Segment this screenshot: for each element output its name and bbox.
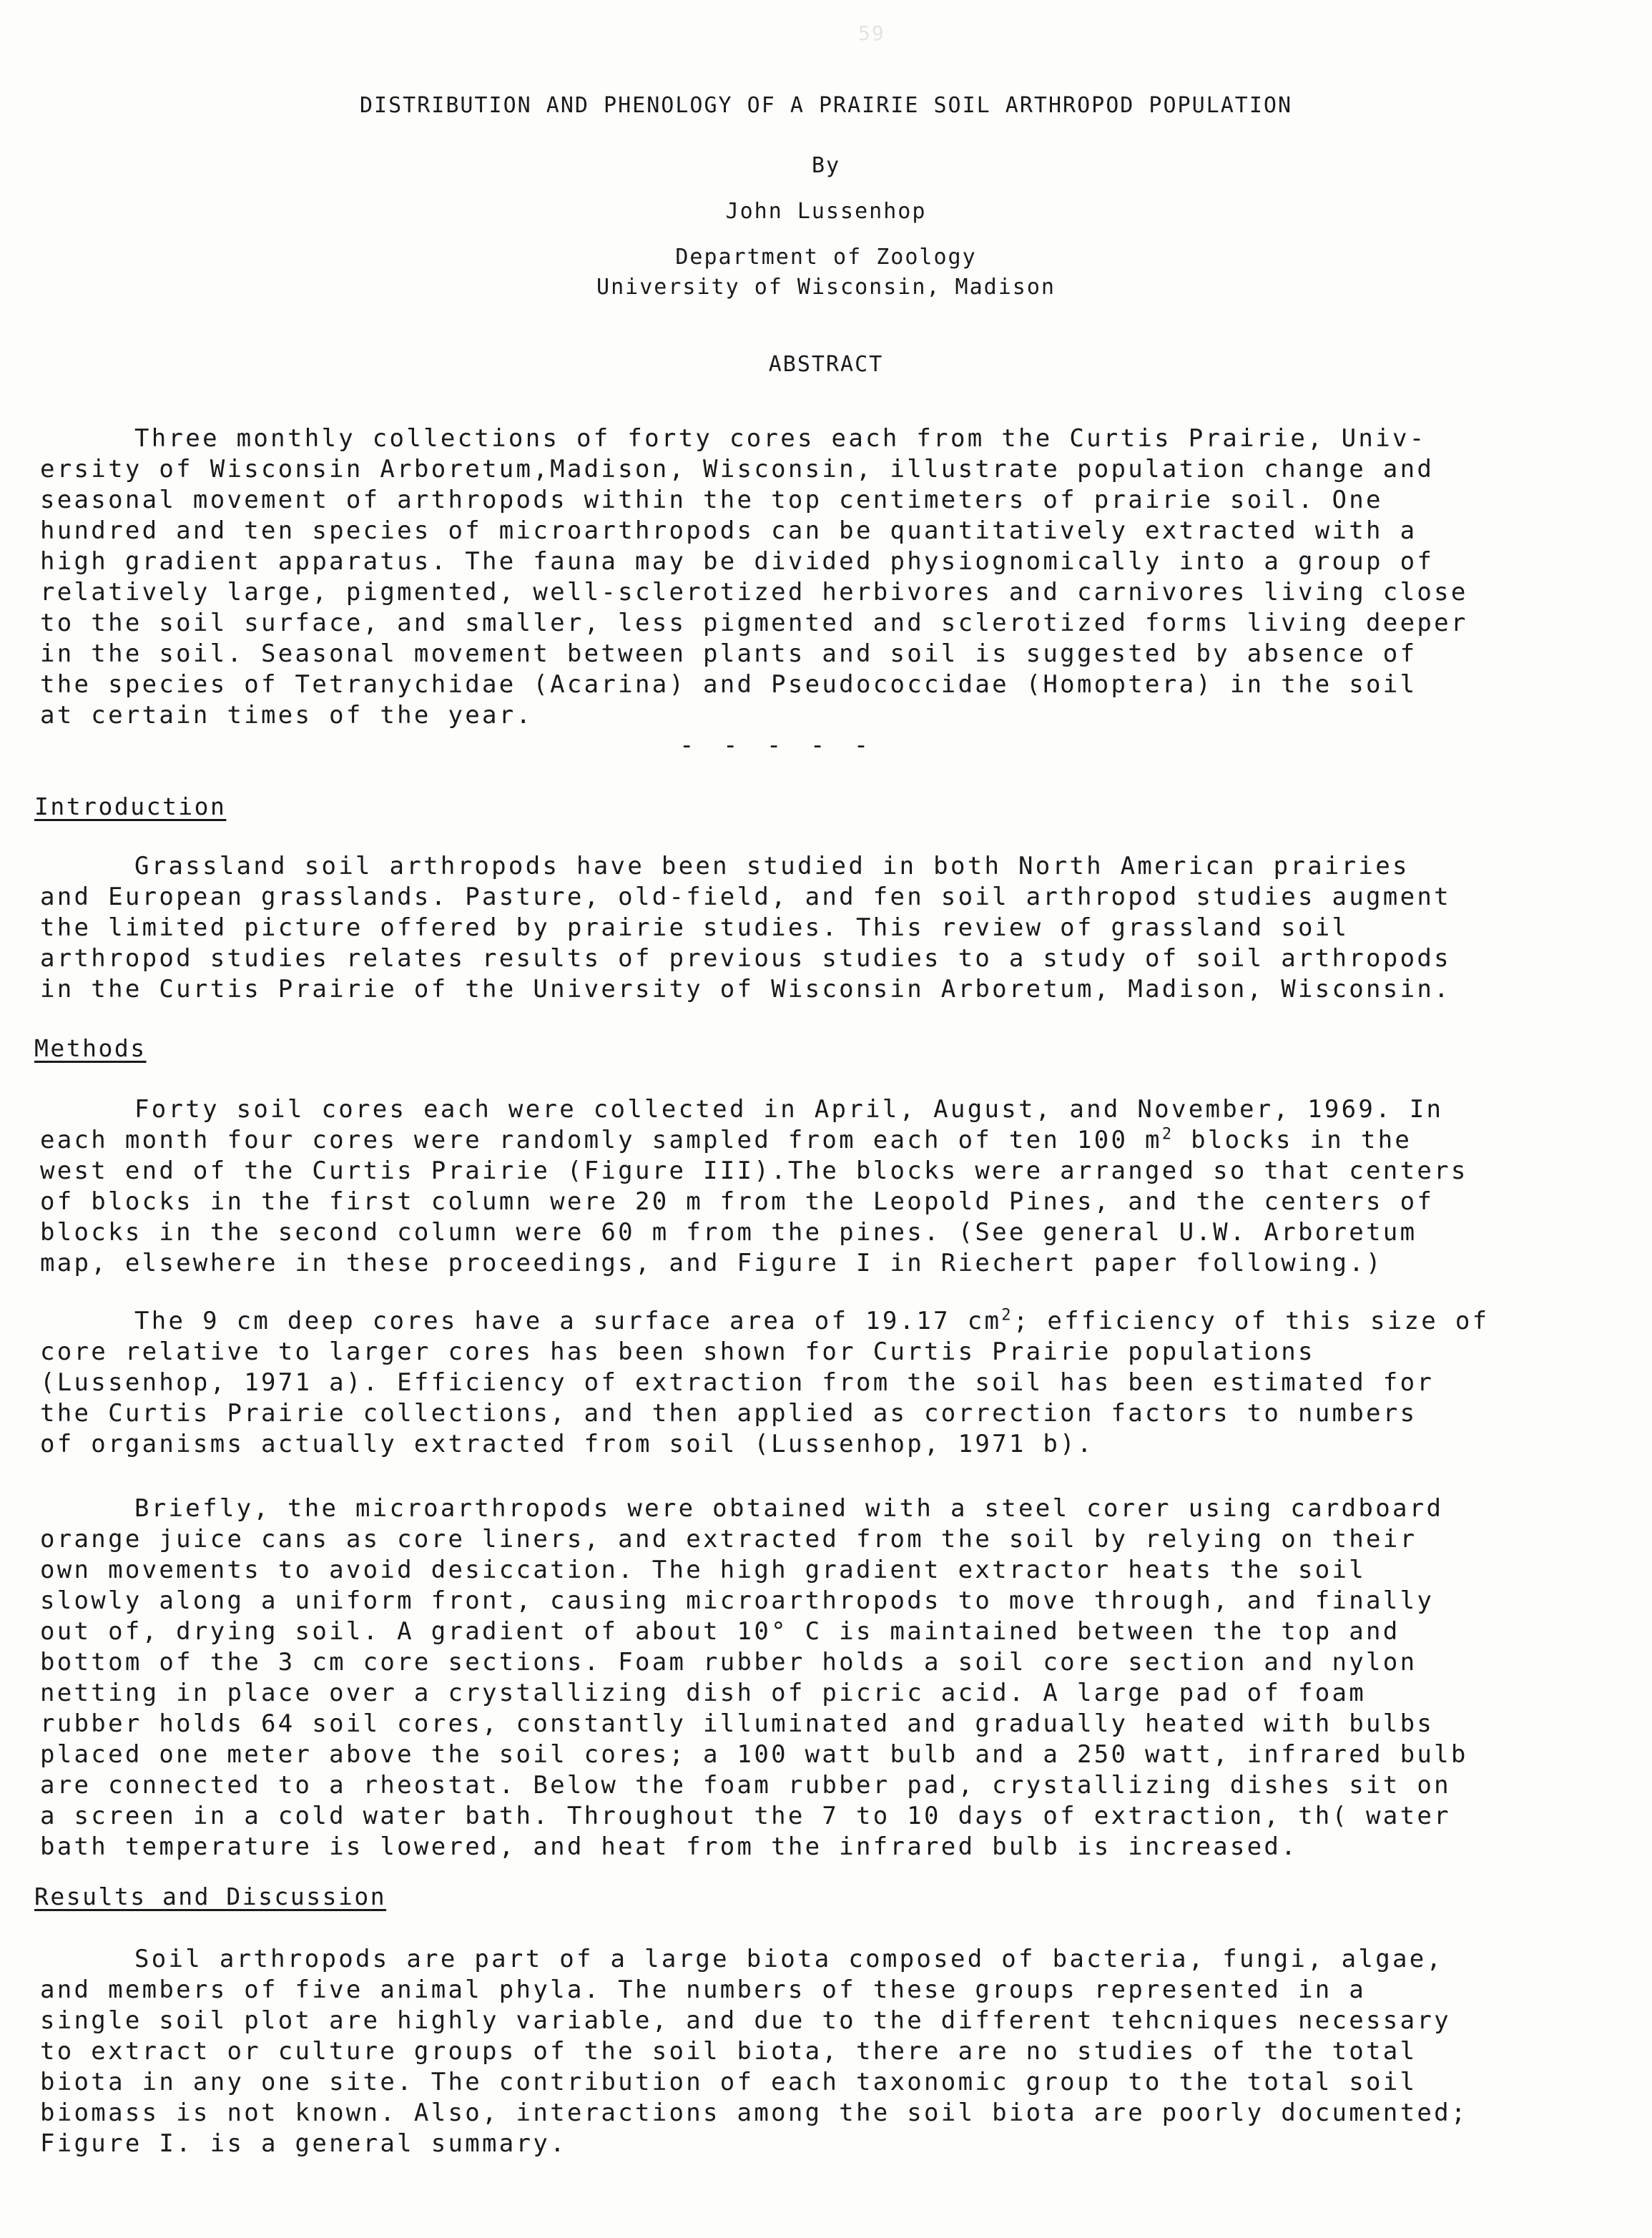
methods-line-text: blocks in the bbox=[1174, 1126, 1412, 1154]
methods-paragraph-1 bbox=[40, 1094, 1613, 1279]
methods-line: bath temperature is lowered, and heat from the infrared bulb is increased. bbox=[40, 1832, 1298, 1861]
methods-line: own movements to avoid desiccation. The high gradient extractor heats the soil bbox=[40, 1556, 1367, 1584]
results-line: biota in any one site. The contribution of each taxonomic group to the total soil bbox=[40, 2068, 1417, 2096]
methods-line: of organisms actually extracted from soil (Lussenhop, 1971 b). bbox=[40, 1430, 1094, 1458]
results-line: to extract or culture groups of the soil biota, there are no studies of the total bbox=[40, 2037, 1417, 2066]
university: University of Wisconsin, Madison bbox=[596, 275, 1056, 300]
methods-paragraph-2 bbox=[40, 1306, 1613, 1460]
abstract-line: in the soil. Seasonal movement between plants and soil is suggested by absence of bbox=[40, 639, 1417, 668]
methods-line: out of, drying soil. A gradient of about 10° C is maintained between the top and bbox=[40, 1617, 1400, 1646]
results-line: Figure I. is a general summary. bbox=[40, 2129, 567, 2158]
methods-line-text: each month four cores were randomly sampled from each of ten 100 m bbox=[40, 1126, 1162, 1154]
methods-line: (Lussenhop, 1971 a). Efficiency of extraction from the soil has been estimated for bbox=[40, 1368, 1435, 1397]
methods-paragraph-3 bbox=[40, 1493, 1613, 1862]
methods-line: netting in place over a crystallizing dish of picric acid. A large pad of foam bbox=[40, 1679, 1367, 1707]
author-name: John Lussenhop bbox=[725, 199, 927, 224]
page-number: 59 bbox=[858, 21, 885, 45]
abstract-line: Three monthly collections of forty cores each from the Curtis Prairie, Univ- bbox=[134, 424, 1427, 453]
methods-line: of blocks in the first column were 20 m from the Leopold Pines, and the centers of bbox=[40, 1187, 1435, 1216]
abstract-heading: ABSTRACT bbox=[768, 352, 884, 377]
abstract-line: high gradient apparatus. The fauna may be divided physiognomically into a group of bbox=[40, 547, 1435, 576]
abstract-line: at certain times of the year. bbox=[40, 701, 534, 730]
methods-line-text: The 9 cm deep cores have a surface area of 19.17 cm bbox=[134, 1307, 1002, 1335]
results-line: single soil plot are highly variable, and due to the different tehcniques necessary bbox=[40, 2006, 1451, 2035]
section-divider: - - - - - bbox=[679, 731, 876, 760]
abstract-line: seasonal movement of arthropods within the top centimeters of prairie soil. One bbox=[40, 486, 1383, 514]
abstract-line: to the soil surface, and smaller, less pigmented and sclerotized forms living deeper bbox=[40, 609, 1468, 637]
abstract-line: hundred and ten species of microarthropods can be quantitatively extracted with a bbox=[40, 516, 1417, 545]
methods-line-text: ; efficiency of this size of bbox=[1013, 1307, 1490, 1335]
abstract-line: relatively large, pigmented, well-sclerotized herbivores and carnivores living close bbox=[40, 578, 1468, 607]
byline-by: By bbox=[811, 153, 841, 178]
department: Department of Zoology bbox=[675, 245, 977, 270]
abstract-line: the species of Tetranychidae (Acarina) and Pseudococcidae (Homoptera) in the soil bbox=[40, 670, 1417, 699]
results-body bbox=[40, 1944, 1613, 2159]
abstract-line: ersity of Wisconsin Arboretum,Madison, Wisconsin, illustrate population change and bbox=[40, 455, 1435, 484]
methods-line: the Curtis Prairie collections, and then applied as correction factors to numbers bbox=[40, 1399, 1417, 1428]
methods-line: rubber holds 64 soil cores, constantly illuminated and gradually heated with bulbs bbox=[40, 1709, 1435, 1738]
results-line: and members of five animal phyla. The numbers of these groups represented in a bbox=[40, 1976, 1367, 2004]
methods-line bbox=[40, 1306, 1613, 1337]
introduction-body bbox=[40, 851, 1613, 1005]
document-title: DISTRIBUTION AND PHENOLOGY OF A PRAIRIE SOIL ARTHROPOD POPULATION bbox=[360, 93, 1292, 118]
methods-line bbox=[40, 1125, 1613, 1156]
methods-line: bottom of the 3 cm core sections. Foam rubber holds a soil core section and nylon bbox=[40, 1648, 1417, 1677]
methods-line: map, elsewhere in these proceedings, and Figure I in Riechert paper following.) bbox=[40, 1249, 1383, 1277]
introduction-line: Grassland soil arthropods have been studied in both North American prairies bbox=[134, 852, 1410, 880]
methods-line: Forty soil cores each were collected in April, August, and November, 1969. In bbox=[134, 1095, 1444, 1124]
methods-line: are connected to a rheostat. Below the foam rubber pad, crystallizing dishes sit on bbox=[40, 1771, 1451, 1800]
abstract-body bbox=[40, 423, 1613, 731]
introduction-line: in the Curtis Prairie of the University of Wisconsin Arboretum, Madison, Wisconsin. bbox=[40, 975, 1451, 1003]
superscript: 2 bbox=[1161, 1125, 1174, 1144]
methods-line: core relative to larger cores has been shown for Curtis Prairie populations bbox=[40, 1338, 1315, 1366]
results-heading: Results and Discussion bbox=[34, 1883, 387, 1910]
methods-line: Briefly, the microarthropods were obtained with a steel corer using cardboard bbox=[134, 1494, 1444, 1523]
superscript: 2 bbox=[1001, 1306, 1013, 1325]
methods-line: orange juice cans as core liners, and extracted from the soil by relying on their bbox=[40, 1525, 1417, 1554]
methods-line: west end of the Curtis Prairie (Figure III).The blocks were arranged so that centers bbox=[40, 1157, 1468, 1185]
results-line: biomass is not known. Also, interactions among the soil biota are poorly documented; bbox=[40, 2099, 1468, 2127]
results-line: Soil arthropods are part of a large biota composed of bacteria, fungi, algae, bbox=[134, 1945, 1444, 1973]
methods-line: slowly along a uniform front, causing microarthropods to move through, and finally bbox=[40, 1586, 1435, 1615]
introduction-heading: Introduction bbox=[34, 792, 227, 820]
introduction-line: and European grasslands. Pasture, old-field, and fen soil arthropod studies augment bbox=[40, 883, 1451, 911]
methods-heading: Methods bbox=[34, 1034, 147, 1062]
introduction-line: the limited picture offered by prairie studies. This review of grassland soil bbox=[40, 913, 1349, 942]
introduction-line: arthropod studies relates results of previous studies to a study of soil arthropods bbox=[40, 944, 1451, 973]
methods-line: blocks in the second column were 60 m from the pines. (See general U.W. Arboretum bbox=[40, 1218, 1417, 1247]
methods-line: placed one meter above the soil cores; a 100 watt bulb and a 250 watt, infrared bulb bbox=[40, 1740, 1468, 1769]
methods-line: a screen in a cold water bath. Throughout the 7 to 10 days of extraction, th( water bbox=[40, 1802, 1451, 1830]
